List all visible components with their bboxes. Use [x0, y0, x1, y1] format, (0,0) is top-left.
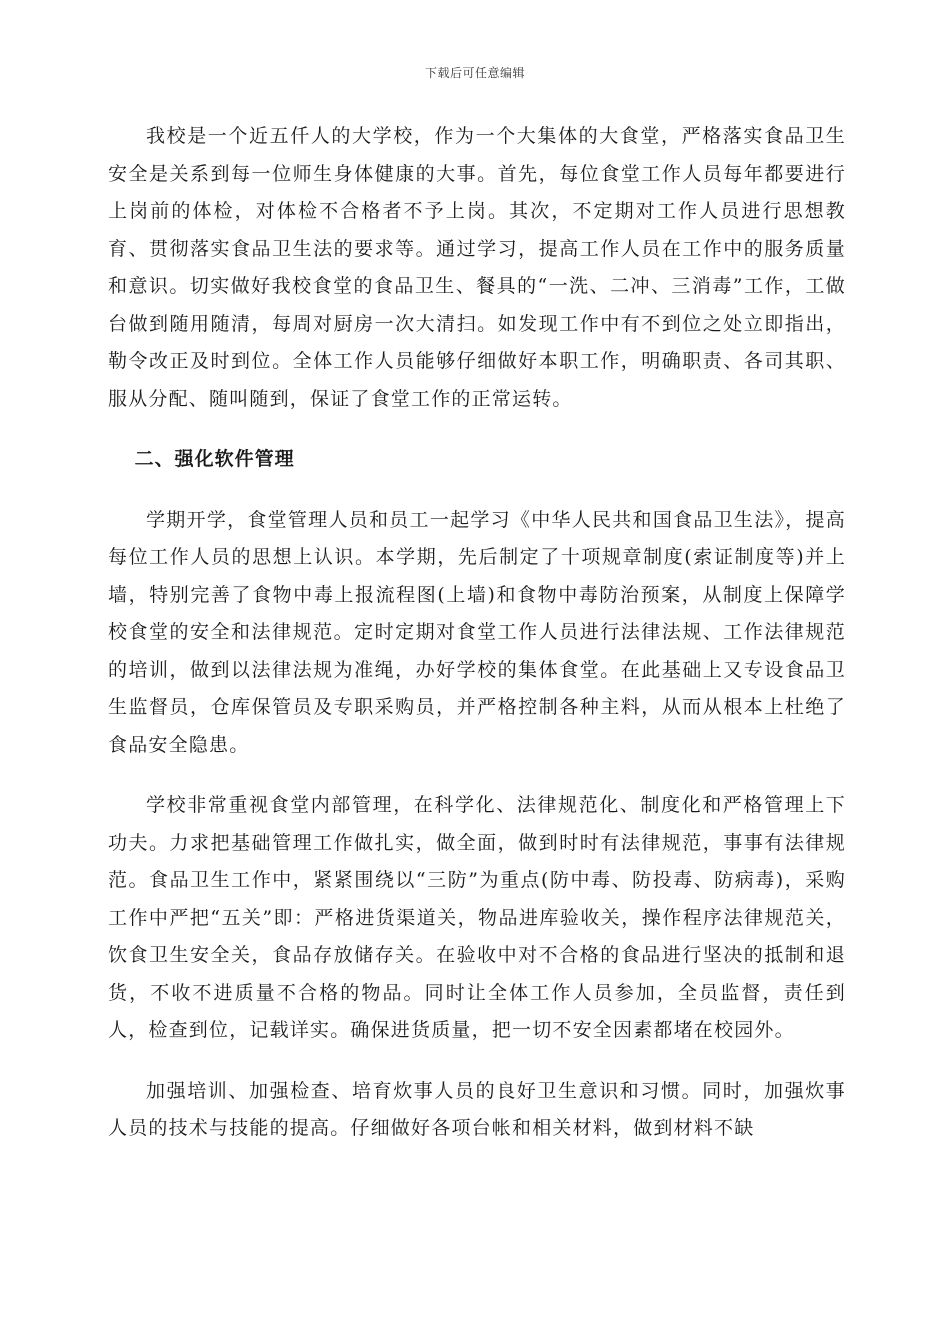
paragraph-training: 加强培训、加强检查、培育炊事人员的良好卫生意识和习惯。同时，加强炊事人员的技术与技能的提高。仔细做好各项台帐和相关材料，做到材料不缺 — [108, 1079, 846, 1139]
section-heading: 二、强化软件管理 — [134, 448, 295, 470]
header-note: 下载后可任意编辑 — [424, 66, 525, 80]
document-body — [108, 118, 846, 1171]
paragraph-rules: 学期开学，食堂管理人员和员工一起学习《中华人民共和国食品卫生法》，提高每位工作人员的思想上认识。本学期，先后制定了十项规章制度(索证制度等)并上墙，特别完善了食物中毒上报流程图(上墙)和食物中毒防治预案，从制度上保障学校食堂的安全和法律规范。定时定期对食堂工作人员进行法律法规、工作法律规范的培训，做到以法律法规为准绳，办好学校的集体食堂。在此基础上又专设食品卫生监督员，仓库保管员及专职采购员，并严格控制各种主料，从而从根本上杜绝了食品安全隐患。 — [108, 508, 846, 756]
paragraph-internal-management: 学校非常重视食堂内部管理，在科学化、法律规范化、制度化和严格管理上下功夫。力求把基础管理工作做扎实，做全面，做到时时有法律规范，事事有法律规范。食品卫生工作中，紧紧围绕以“三防”为重点(防中毒、防投毒、防病毒)，采购工作中严把“五关”即：严格进货渠道关，物品进库验收关，操作程序法律规范关，饮食卫生安全关，食品存放储存关。在验收中对不合格的食品进行坚决的抵制和退货，不收不进质量不合格的物品。同时让全体工作人员参加，全员监督，责任到人，检查到位，记载详实。确保进货质量，把一切不安全因素都堵在校园外。 — [108, 794, 846, 1041]
paragraph-food-safety: 我校是一个近五仟人的大学校，作为一个大集体的大食堂，严格落实食品卫生安全是关系到每一位师生身体健康的大事。首先，每位食堂工作人员每年都要进行上岗前的体检，对体检不合格者不予上岗。其次，不定期对工作人员进行思想教育、贯彻落实食品卫生法的要求等。通过学习，提高工作人员在工作中的服务质量和意识。切实做好我校食堂的食品卫生、餐具的“一洗、二冲、三消毒”工作，工做台做到随用随清，每周对厨房一次大清扫。如发现工作中有不到位之处立即指出，勒令改正及时到位。全体工作人员能够仔细做好本职工作，明确职责、各司其职、服从分配、随叫随到，保证了食堂工作的正常运转。 — [108, 125, 846, 410]
